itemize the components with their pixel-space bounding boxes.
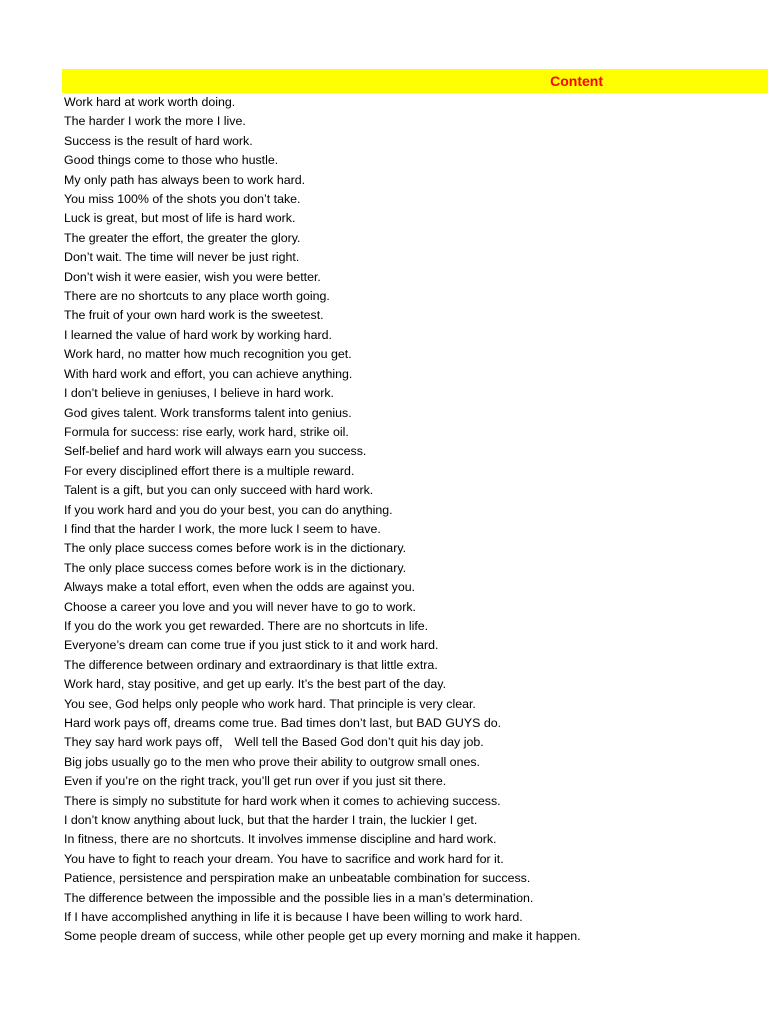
content-cell[interactable]: Luck is great, but most of life is hard work. <box>64 211 296 226</box>
content-cell[interactable]: Talent is a gift, but you can only succeed with hard work. <box>64 483 374 498</box>
content-cell[interactable]: Don’t wait. The time will never be just right. <box>64 250 300 265</box>
content-cell[interactable]: Hard work pays off, dreams come true. Bad times don’t last, but BAD GUYS do. <box>64 716 502 730</box>
content-cell[interactable]: Success is the result of hard work. <box>64 133 253 148</box>
content-cell[interactable]: In fitness, there are no shortcuts. It involves immense discipline and hard work. <box>64 832 497 847</box>
content-cell[interactable]: Some people dream of success, while other people get up every morning and make it happen. <box>64 929 581 944</box>
content-cell[interactable]: Everyone’s dream can come true if you just stick to it and work hard. <box>64 638 439 653</box>
content-cell[interactable]: With hard work and effort, you can achieve anything. <box>64 366 353 381</box>
content-cell[interactable]: I find that the harder I work, the more luck I seem to have. <box>64 521 381 536</box>
content-cell[interactable]: Choose a career you love and you will never have to go to work. <box>64 599 416 614</box>
content-cell[interactable]: Work hard, stay positive, and get up early. It’s the best part of the day. <box>64 677 447 692</box>
content-cell[interactable]: God gives talent. Work transforms talent into genius. <box>64 405 352 420</box>
content-cell[interactable]: There is simply no substitute for hard work when it comes to achieving success. <box>64 793 501 808</box>
content-cell[interactable]: The greater the effort, the greater the glory. <box>64 230 301 245</box>
content-cell[interactable]: Even if you’re on the right track, you’ll get run over if you just sit there. <box>64 774 447 789</box>
content-cell[interactable]: The only place success comes before work is in the dictionary. <box>64 541 407 556</box>
content-cell[interactable]: The harder I work the more I live. <box>64 114 246 129</box>
content-cell[interactable]: There are no shortcuts to any place worth going. <box>64 289 330 304</box>
content-cell[interactable]: I don’t know anything about luck, but that the harder I train, the luckier I get. <box>64 813 478 828</box>
content-cell[interactable]: Formula for success: rise early, work hard, strike oil. <box>64 424 349 439</box>
spreadsheet-column <box>62 69 768 947</box>
column-header-cell[interactable] <box>62 69 768 93</box>
content-cell[interactable]: Big jobs usually go to the men who prove their ability to outgrow small ones. <box>64 754 480 769</box>
content-cell[interactable]: Good things come to those who hustle. <box>64 153 279 168</box>
content-cell[interactable]: Don’t wish it were easier, wish you were better. <box>64 269 321 284</box>
content-cell[interactable]: Work hard, no matter how much recognition you get. <box>64 347 352 362</box>
content-cell[interactable]: They say hard work pays off， Well tell the Based God don’t quit his day job. <box>64 735 484 750</box>
column-header-label: Content <box>550 73 603 89</box>
content-cell[interactable]: My only path has always been to work hard. <box>64 172 306 187</box>
content-cell[interactable]: Patience, persistence and perspiration make an unbeatable combination for success. <box>64 871 531 886</box>
content-cell[interactable]: If I have accomplished anything in life it is because I have been willing to work hard. <box>64 910 523 925</box>
content-cell[interactable]: If you do the work you get rewarded. There are no shortcuts in life. <box>64 618 429 633</box>
content-cell[interactable]: If you work hard and you do your best, you can do anything. <box>64 502 393 517</box>
content-cell[interactable]: I don’t believe in geniuses, I believe in hard work. <box>64 386 334 401</box>
content-cell[interactable]: You see, God helps only people who work hard. That principle is very clear. <box>64 696 476 711</box>
content-cell[interactable]: The fruit of your own hard work is the sweetest. <box>64 308 324 323</box>
content-cell[interactable]: You miss 100% of the shots you don’t take. <box>64 192 301 207</box>
content-cell[interactable]: For every disciplined effort there is a multiple reward. <box>64 463 355 478</box>
content-cell[interactable]: Self-belief and hard work will always earn you success. <box>64 444 367 459</box>
content-cell[interactable]: The only place success comes before work is in the dictionary. <box>64 560 407 575</box>
content-cell[interactable]: The difference between ordinary and extraordinary is that little extra. <box>64 657 438 672</box>
content-cell[interactable]: Work hard at work worth doing. <box>64 95 236 109</box>
content-rows <box>62 93 768 947</box>
content-cell[interactable]: Always make a total effort, even when the odds are against you. <box>64 580 416 595</box>
content-cell[interactable]: You have to fight to reach your dream. You have to sacrifice and work hard for it. <box>64 851 504 866</box>
content-cell[interactable]: The difference between the impossible and the possible lies in a man’s determination. <box>64 890 534 905</box>
content-cell[interactable]: I learned the value of hard work by working hard. <box>64 327 332 342</box>
